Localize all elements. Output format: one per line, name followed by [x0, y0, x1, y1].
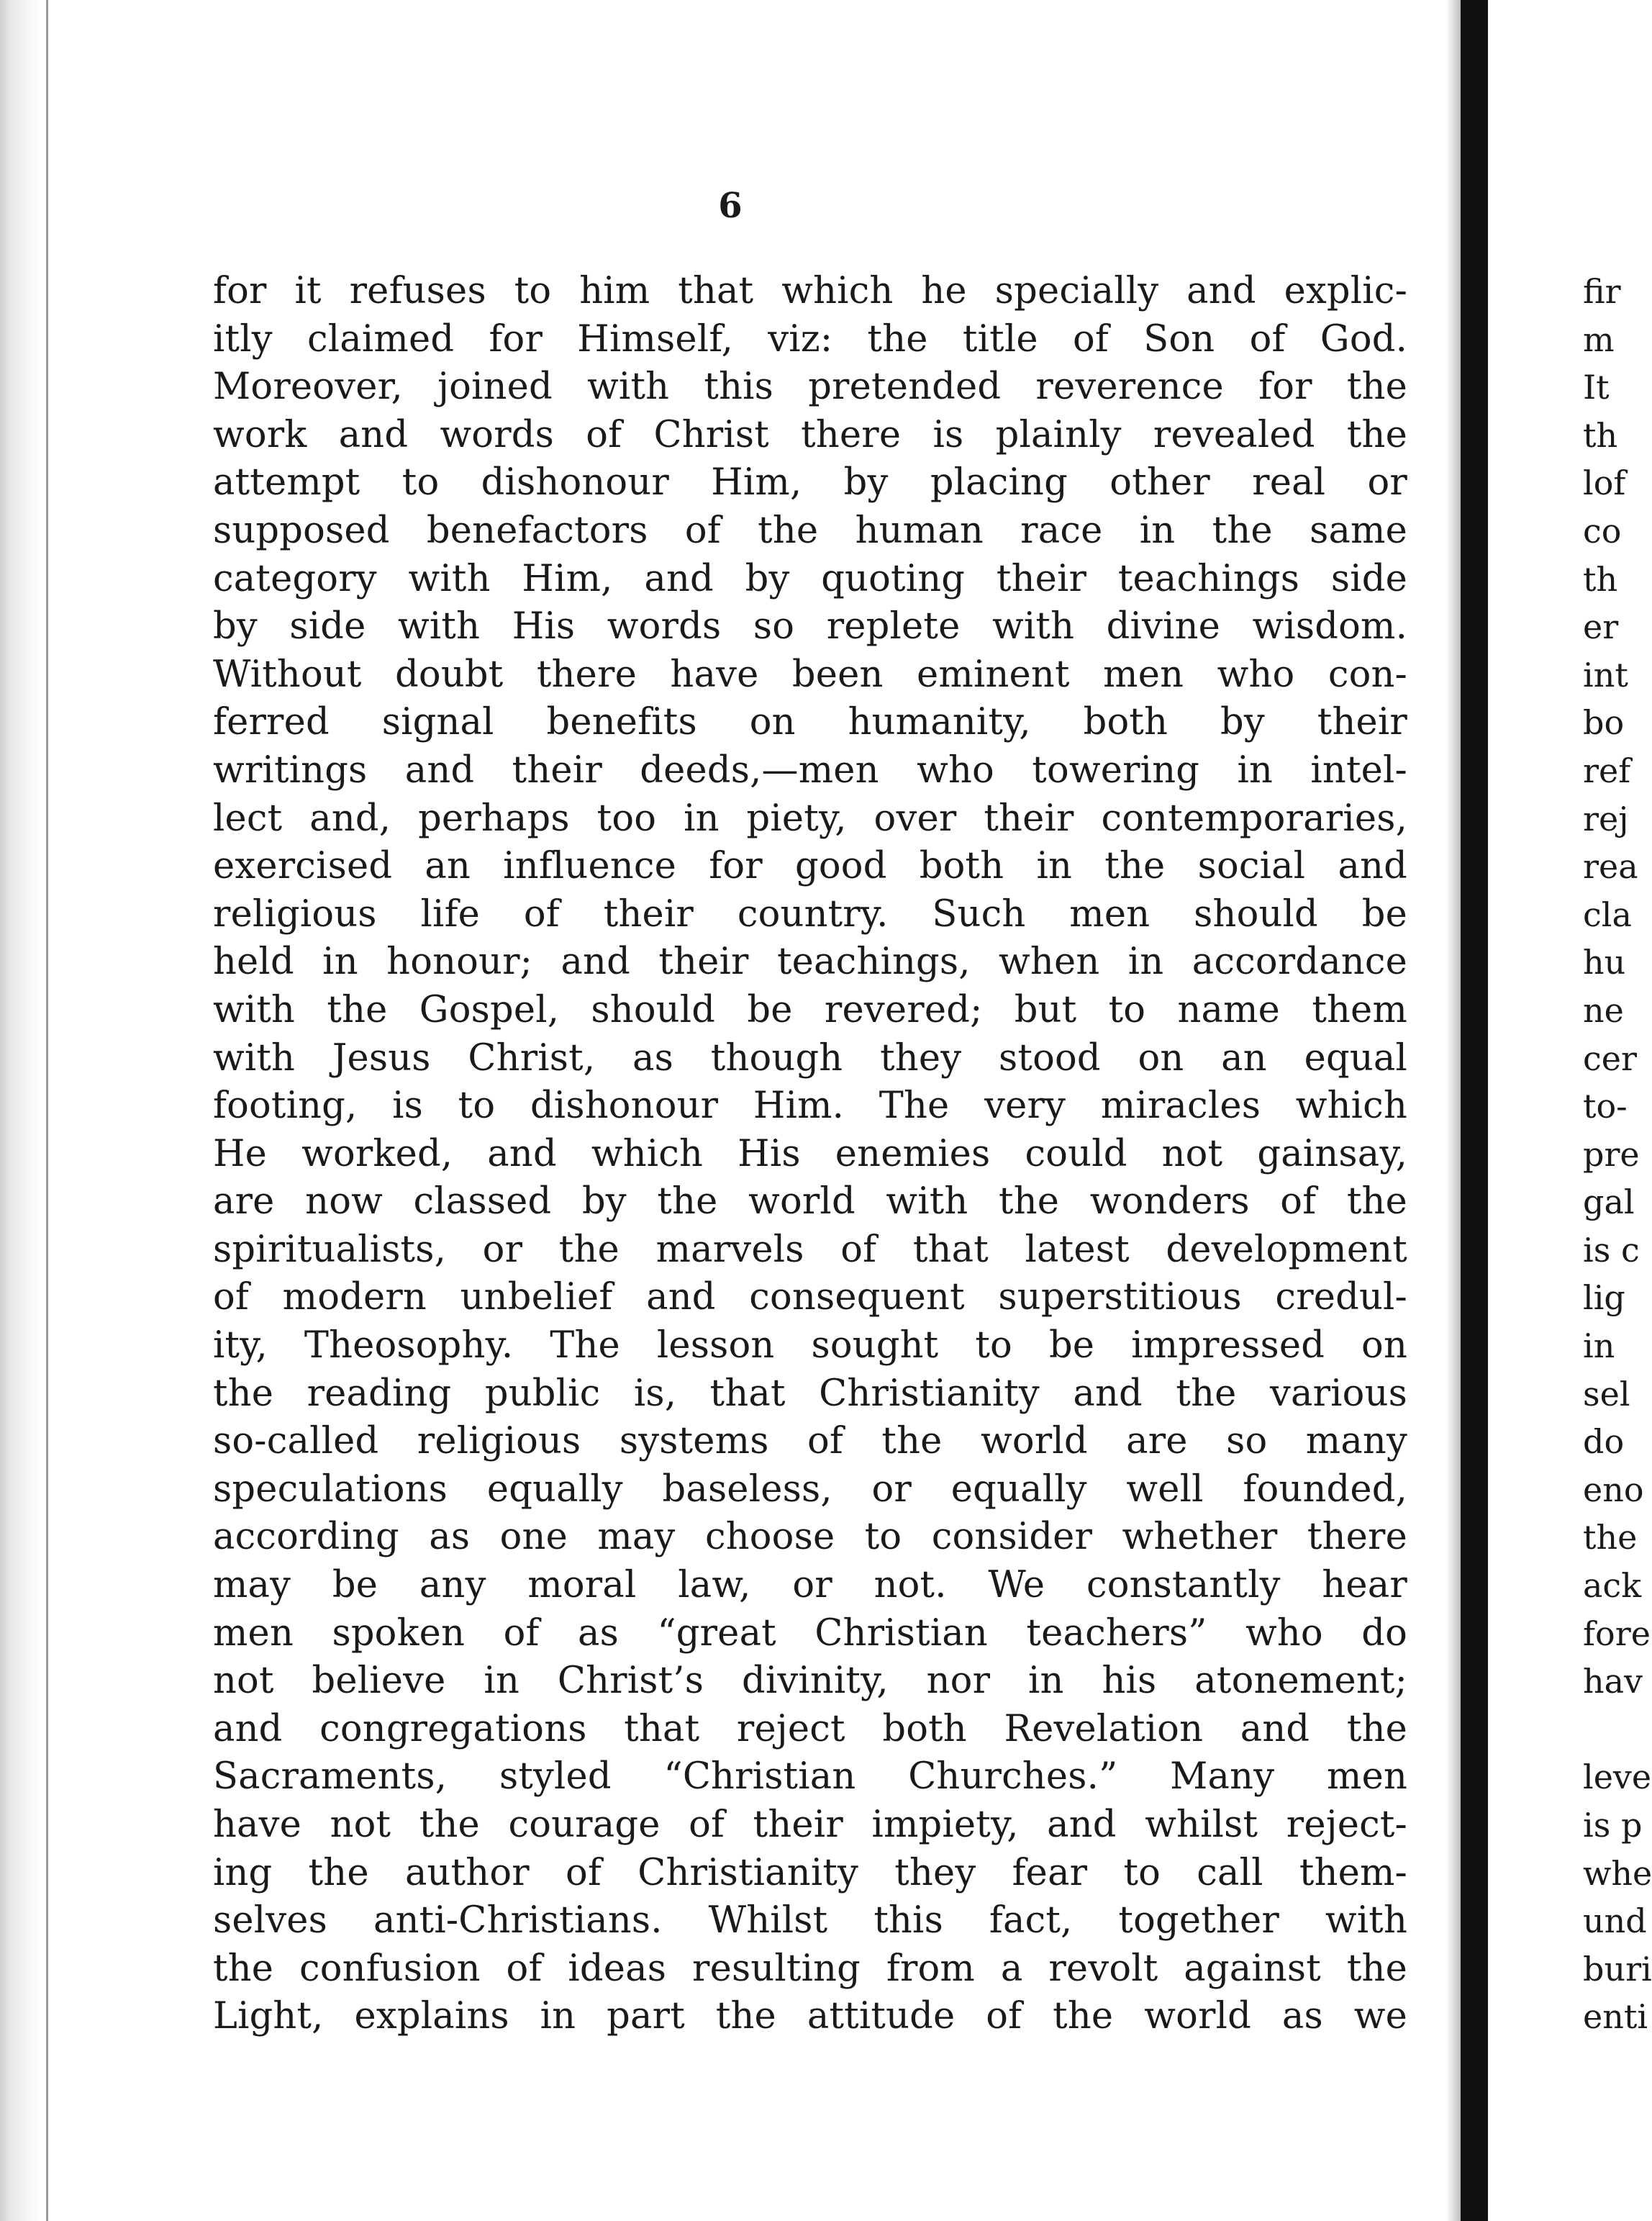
- facing-page-fragment: do: [1583, 1422, 1625, 1462]
- facing-page-fragment: cla: [1583, 895, 1632, 934]
- text-line: with the Gospel, should be revered; but to name them: [213, 988, 1407, 1031]
- facing-page-fragment: fir: [1583, 272, 1621, 311]
- facing-page-fragment: It: [1583, 368, 1610, 407]
- facing-page-fragment: bo: [1583, 703, 1625, 743]
- facing-page-fragment: und: [1583, 1901, 1647, 1941]
- scan-left-edge: [0, 0, 42, 2221]
- facing-page-fragment: is c: [1583, 1230, 1640, 1270]
- facing-page-fragment: hav: [1583, 1662, 1643, 1701]
- facing-page-fragment: ref: [1583, 751, 1631, 790]
- facing-page-fragment: leve: [1583, 1758, 1652, 1797]
- facing-page-fragment: enti: [1583, 1997, 1648, 2037]
- text-line: and congregations that reject both Revelation and the: [213, 1707, 1407, 1750]
- text-line: are now classed by the world with the wonders of the: [213, 1180, 1407, 1223]
- text-line: ferred signal benefits on humanity, both by their: [213, 701, 1407, 744]
- text-line: of modern unbelief and consequent superstitious credul-: [213, 1276, 1407, 1319]
- facing-page-fragment: in: [1583, 1326, 1615, 1366]
- text-line: ity, Theosophy. The lesson sought to be impressed on: [213, 1324, 1407, 1367]
- text-line: exercised an influence for good both in the social and: [213, 845, 1407, 888]
- gutter-shadow: [1446, 0, 1461, 2221]
- text-line: ing the author of Christianity they fear to call them-: [213, 1851, 1407, 1894]
- text-line: work and words of Christ there is plainly revealed the: [213, 413, 1407, 456]
- text-line: lect and, perhaps too in piety, over their contemporaries,: [213, 797, 1407, 840]
- facing-page-fragment: int: [1583, 655, 1628, 695]
- facing-page-fragment: to-: [1583, 1087, 1628, 1126]
- body-text: [213, 268, 1407, 2041]
- facing-page-fragment: lig: [1583, 1278, 1625, 1318]
- text-line: writings and their deeds,—men who towering in intel-: [213, 748, 1407, 792]
- facing-page-fragment: is p: [1583, 1806, 1643, 1845]
- facing-page-fragment: eno: [1583, 1470, 1644, 1509]
- facing-page-fragment: m: [1583, 320, 1615, 359]
- facing-page-fragment: the: [1583, 1518, 1638, 1557]
- facing-page-fragment: th: [1583, 415, 1618, 455]
- text-line: by side with His words so replete with divine wisdom.: [213, 605, 1407, 648]
- facing-page-fragment: [1583, 1706, 1627, 1754]
- facing-page-fragment: gal: [1583, 1182, 1635, 1222]
- text-line: men spoken of as “great Christian teachers” who do: [213, 1611, 1407, 1655]
- facing-page-fragment: er: [1583, 607, 1619, 647]
- gutter-mark: [1463, 1400, 1469, 1413]
- text-line: the reading public is, that Christianity and the various: [213, 1372, 1407, 1415]
- scan-left-rule: [46, 0, 48, 2221]
- text-line: not believe in Christ’s divinity, nor in his atonement;: [213, 1660, 1407, 1703]
- facing-page-fragment: pre: [1583, 1134, 1640, 1174]
- book-gutter: [1461, 0, 1488, 2221]
- text-line: may be any moral law, or not. We constantly hear: [213, 1564, 1407, 1607]
- facing-page-fragment: cer: [1583, 1039, 1637, 1078]
- text-line: attempt to dishonour Him, by placing other real or: [213, 461, 1407, 505]
- text-line: Sacraments, styled “Christian Churches.” Many men: [213, 1755, 1407, 1799]
- facing-page-fragment: ne: [1583, 990, 1624, 1030]
- text-line: have not the courage of their impiety, and whilst reject-: [213, 1804, 1407, 1846]
- text-line: speculations equally baseless, or equally well founded,: [213, 1467, 1407, 1511]
- text-line: for it refuses to him that which he specially and explic-: [213, 270, 1407, 312]
- facing-page-fragment: lof: [1583, 463, 1626, 503]
- text-line: religious life of their country. Such men should be: [213, 892, 1407, 936]
- text-line: category with Him, and by quoting their teachings side: [213, 557, 1407, 600]
- facing-page-fragment: whe: [1583, 1853, 1652, 1893]
- text-line: the confusion of ideas resulting from a revolt against the: [213, 1947, 1407, 1990]
- facing-page-fragment: sel: [1583, 1374, 1630, 1413]
- page-number: 6: [718, 186, 743, 226]
- text-line: according as one may choose to consider whether there: [213, 1516, 1407, 1559]
- facing-page-fragment: ack: [1583, 1566, 1642, 1606]
- facing-page-fragment: hu: [1583, 943, 1626, 982]
- text-line: spiritualists, or the marvels of that latest development: [213, 1228, 1407, 1271]
- text-line: Light, explains in part the attitude of the world as we: [213, 1995, 1407, 2038]
- text-line: He worked, and which His enemies could not gainsay,: [213, 1132, 1407, 1175]
- text-line: supposed benefactors of the human race in the same: [213, 509, 1407, 552]
- text-line: held in honour; and their teachings, when in accordance: [213, 941, 1407, 984]
- facing-page-fragment: co: [1583, 511, 1622, 551]
- text-line: Moreover, joined with this pretended reverence for the: [213, 366, 1407, 409]
- facing-page-fragment: buri: [1583, 1949, 1652, 1989]
- facing-page-fragment: th: [1583, 559, 1618, 599]
- facing-page-fragment: fore: [1583, 1614, 1651, 1653]
- text-line: selves anti-Christians. Whilst this fact, together with: [213, 1899, 1407, 1942]
- text-line: so-called religious systems of the world are so many: [213, 1420, 1407, 1463]
- text-line: itly claimed for Himself, viz: the title of Son of God.: [213, 317, 1407, 361]
- text-line: Without doubt there have been eminent men who con-: [213, 653, 1407, 696]
- text-line: footing, is to dishonour Him. The very miracles which: [213, 1085, 1407, 1128]
- facing-page-fragment: rej: [1583, 799, 1629, 838]
- text-line: with Jesus Christ, as though they stood on an equal: [213, 1036, 1407, 1080]
- facing-page-fragment: rea: [1583, 847, 1638, 887]
- facing-page-edge: [1583, 268, 1652, 2041]
